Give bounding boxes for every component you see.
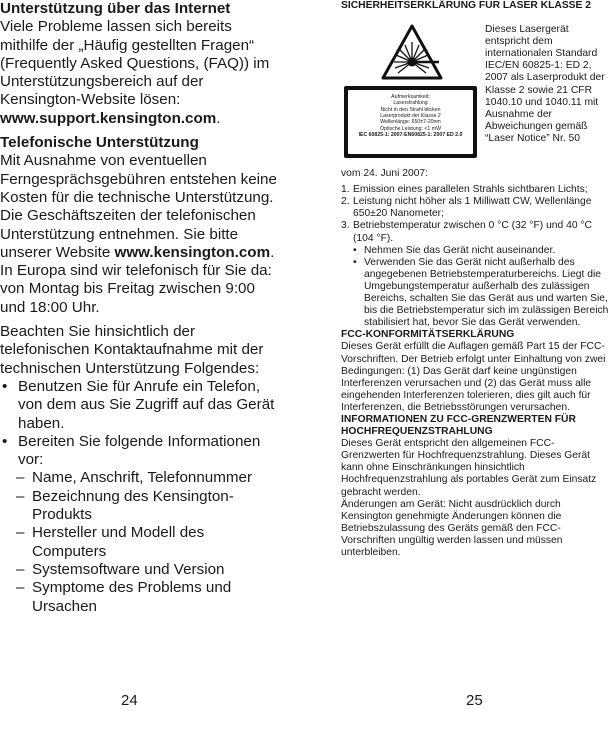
label-line: Wellenlänge: 650±7-20nm [380,119,441,126]
laser-text: Dieses Lasergerät entspricht dem internationalen Standard IEC/EN 60825-1: ED 2, 2007 als Laserprodukt der Klasse 2 sowie 21 CFR 1040.10 und 1040.11 mit Ausnahme der Abweichungen gemäß “Laser Notice” Nr. 50 [485,24,605,144]
label-line: IEC 60825-1: 2007-EN60825-1: 2007 ED 2.0 [358,131,463,138]
bullet-item: • Benutzen Sie für Anrufe ein Telefon, von dem aus Sie Zugriff auf das Gerät haben. [0,378,282,433]
sub-list-item: – Name, Anschrift, Telefonnummer [0,469,282,487]
changes-text: Änderungen am Gerät: Nicht ausdrücklich durch Kensington genehmigte Änderungen können die Betriebszulassung des Geräts gemäß den FCC-Vorschriften ungültig werden lassen und müssen unterbleiben. [341,498,563,558]
numbered-item: 2. Leistung nicht höher als 1 Milliwatt CW, Wellenlänge 650±20 Nanometer; [341,196,592,220]
left-page [0,0,282,616]
label-line: Laserprodukt der Klasse 2 [380,112,441,119]
label-line: Nicht in den Strahl blicken [380,106,441,113]
sub-list-item: – Systemsoftware und Version [0,561,282,579]
laser-warning-icon [381,24,443,80]
numbered-item: 1. Emission eines parallelen Strahls sichtbaren Lichts; [341,184,588,196]
page-number-right: 25 [466,692,483,709]
laser-label [344,86,477,158]
label-line: Aufmerksamkeit: [391,94,430,101]
sub-bullet-item: • Nehmen Sie das Gerät nicht auseinander. [341,245,611,257]
laser-heading: SICHERHEITSERKLÄRUNG FÜR LASER KLASSE 2 [341,0,592,11]
label-line: Optische Leistung: <1 mW [380,125,441,132]
support-url: www.support.kensington.com [0,109,217,127]
support-text: Viele Probleme lassen sich bereits mithilfe der „Häufig gestellten Fragen“ (Frequently Asked Questions, (FAQ)) im Unterstützungsbereich auf der Kensington-Website lösen: www.support.kensington.com. [0,18,270,127]
right-page [341,0,611,559]
page-number-left: 24 [121,692,138,709]
rf-text: Dieses Gerät entspricht den allgemeinen FCC-Grenzwerten für Hochfrequenzstrahlung. Dieses Gerät kann ohne Einschränkungen hinsichtlich Hochfrequenzstrahlung als portables Gerät zum Einsatz gebracht werden. [341,438,597,498]
sub-list-item: – Symptome des Problems und Ursachen [0,579,282,616]
rf-heading: INFORMATIONEN ZU FCC-GRENZWERTEN FÜR HOCHFREQUENZSTRAHLUNG [341,413,576,438]
label-line: Laserstrahlung [393,100,428,107]
sub-bullet-item: • Verwenden Sie das Gerät nicht außerhalb des angegebenen Betriebstemperaturbereichs. Liegt die Umgebungstemperatur außerhalb des zulässigen Bereichs, schalten Sie das Gerät aus und warten Sie, bis die Betriebstemperatur sich im zulässigen Bereich stabilisiert hat, bevor Sie das Gerät verwenden. [341,257,611,330]
support-heading: Unterstützung über das Internet [0,0,231,17]
phone-text: Mit Ausnahme von eventuellen Ferngesprächsgebühren entstehen keine Kosten für die technische Unterstützung. Die Geschäftszeiten der telefonischen Unterstützung entnehmen. Sie bitte unserer Website www.kensington.com. In Europa sind wir telefonisch für Sie da: von Montag bis Freitag zwischen 9:00 und 18:00 Uhr. [0,152,277,316]
laser-safety-block [341,12,611,168]
phone-url: www.kensington.com [114,243,271,261]
contact-intro: Beachten Sie hinsichtlich der telefonischen Kontaktaufnahme mit der technischen Unterstützung Folgendes: [0,323,264,377]
phone-heading: Telefonische Unterstützung [0,134,199,152]
sub-list-item: – Bezeichnung des Kensington-Produkts [0,488,282,525]
bullet-item: • Bereiten Sie folgende Informationen vor: [0,433,282,470]
sub-list-item: – Hersteller und Modell des Computers [0,524,282,561]
laser-text-continued: vom 24. Juni 2007: [341,168,429,180]
numbered-item: 3. Betriebstemperatur zwischen 0 °C (32 °F) und 40 °C (104 °F). [341,220,592,244]
fcc-heading: FCC-KONFORMITÄTSERKLÄRUNG [341,329,515,341]
fcc-text: Dieses Gerät erfüllt die Auflagen gemäß Part 15 der FCC-Vorschriften. Der Betrieb erfolgt unter Einhaltung von zwei Bedingungen: (1) Das Gerät darf keine ungünstigen Interferenzen verursachen und (2) das Gerät muss alle eingehenden Interferenzen tolerieren, dies gilt auch für Interferenzen, die Betriebsstörungen verursachen. [341,341,606,413]
